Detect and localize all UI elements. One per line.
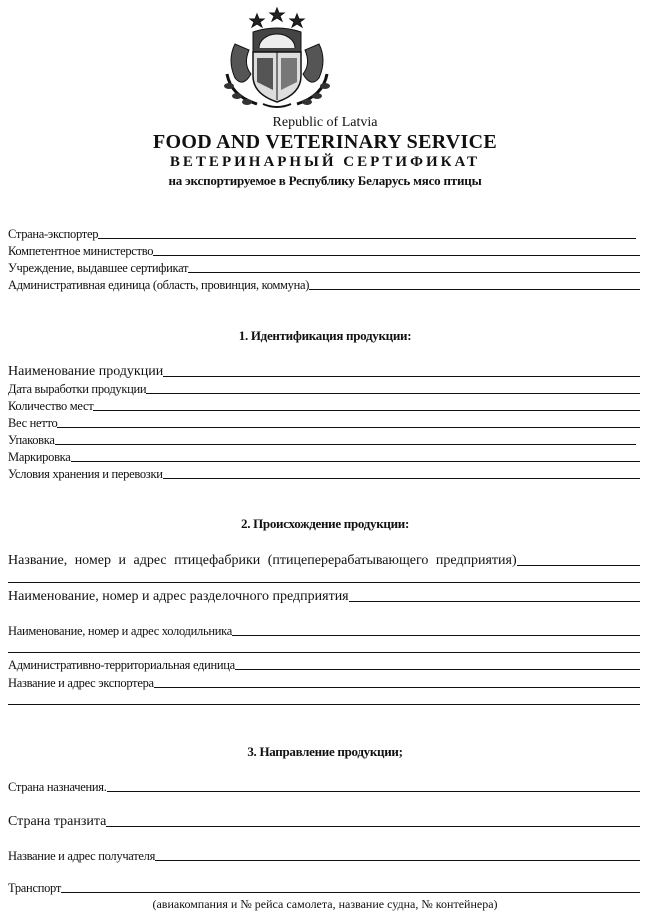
blank-line [61, 892, 640, 893]
field-label: Условия хранения и перевозки [8, 467, 163, 481]
blank-line [106, 826, 640, 827]
blank-line[interactable] [8, 582, 640, 583]
field-exporter-country[interactable] [8, 224, 636, 241]
field-storage-conditions[interactable] [8, 464, 640, 481]
blank-line [309, 289, 640, 290]
field-issuing-institution[interactable] [8, 258, 640, 275]
field-label: Вес нетто [8, 416, 58, 430]
field-marking[interactable] [8, 447, 640, 464]
field-label: Наименование, номер и адрес разделочного предприятия [8, 589, 349, 604]
field-label: Наименование, номер и адрес холодильника [8, 624, 232, 638]
field-label: Название, номер и адрес птицефабрики (птицеперерабатывающего предприятия) [8, 553, 517, 568]
coat-of-arms-emblem [213, 4, 341, 112]
blank-line [154, 687, 640, 688]
blank-line [55, 444, 636, 445]
field-poultry-farm[interactable] [8, 551, 640, 568]
field-label: Учреждение, выдавшее сертификат [8, 261, 189, 275]
field-consignee[interactable] [8, 846, 640, 863]
field-label: Компетентное министерство [8, 244, 154, 258]
field-label: Административно-территориальная единица [8, 658, 235, 672]
blank-line[interactable] [8, 704, 640, 705]
blank-line [188, 272, 640, 273]
field-transport[interactable] [8, 878, 640, 895]
section-3-title: 3. Направление продукции; [247, 744, 403, 759]
field-administrative-unit[interactable] [8, 275, 640, 292]
field-product-name[interactable] [8, 362, 640, 379]
certificate-title: ВЕТЕРИНАРНЫЙ СЕРТИФИКАТ [169, 154, 481, 170]
blank-line[interactable] [8, 652, 640, 653]
field-cold-store[interactable] [8, 621, 640, 638]
field-label: Наименование продукции [8, 364, 164, 379]
transport-note: (авиакомпания и № рейса самолета, название судна, № контейнера) [152, 897, 498, 911]
field-production-date[interactable] [8, 379, 640, 396]
blank-line [349, 601, 640, 602]
blank-line [57, 427, 640, 428]
field-label: Страна-экспортер [8, 227, 99, 241]
blank-line [163, 376, 640, 377]
field-exporter-name-address[interactable] [8, 673, 640, 690]
field-territorial-unit[interactable] [8, 655, 640, 672]
field-destination-country[interactable] [8, 777, 640, 794]
blank-line [153, 255, 640, 256]
field-label: Количество мест [8, 399, 94, 413]
certificate-subtitle: на экспортируемое в Республику Беларусь мясо птицы [168, 173, 482, 188]
service-name: FOOD AND VETERINARY SERVICE [153, 131, 497, 153]
field-label: Маркировка [8, 450, 71, 464]
blank-line [93, 410, 640, 411]
blank-line [232, 635, 640, 636]
field-competent-ministry[interactable] [8, 241, 640, 258]
field-label: Транспорт [8, 881, 61, 895]
field-cutting-plant[interactable] [8, 587, 640, 604]
field-label: Дата выработки продукции [8, 382, 147, 396]
blank-line [71, 461, 640, 462]
field-label: Страна транзита [8, 814, 107, 829]
field-label: Упаковка [8, 433, 55, 447]
blank-line [517, 565, 640, 566]
section-1-title: 1. Идентификация продукции: [238, 328, 412, 343]
field-packaging[interactable] [8, 430, 636, 447]
field-label: Административная единица (область, провинция, коммуна) [8, 278, 310, 292]
section-2-title: 2. Происхождение продукции: [241, 516, 409, 531]
blank-line [235, 669, 640, 670]
field-label: Название и адрес экспортера [8, 676, 154, 690]
republic-name: Republic of Latvia [272, 115, 378, 130]
field-number-of-packages[interactable] [8, 396, 640, 413]
field-label: Название и адрес получателя [8, 849, 156, 863]
blank-line [98, 238, 636, 239]
blank-line [155, 860, 640, 861]
field-label: Страна назначения. [8, 780, 107, 794]
blank-line [163, 478, 640, 479]
field-transit-country[interactable] [8, 812, 640, 829]
blank-line [107, 791, 640, 792]
blank-line [146, 393, 640, 394]
field-net-weight[interactable] [8, 413, 640, 430]
